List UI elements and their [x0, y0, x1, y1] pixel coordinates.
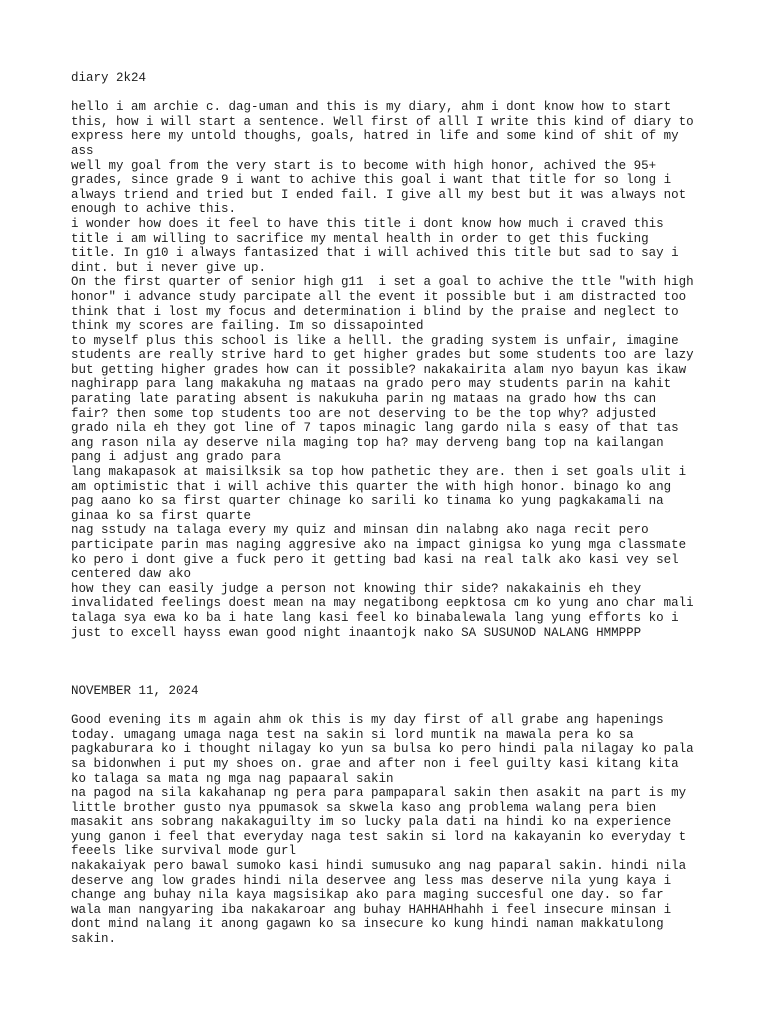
text-line: Good evening its m again ahm ok this is my day first of all grabe ang hapenings	[71, 713, 664, 728]
text-line: title. In g10 i always fantasized that i will achived this title but sad to say i	[71, 246, 679, 261]
diary-entry-1	[71, 100, 711, 640]
text-line: this, how i will start a sentence. Well first of alll I write this kind of diary to	[71, 114, 694, 129]
text-line: title i am willing to sacrifice my mental health in order to get this fucking	[71, 231, 649, 246]
text-line: lang makapasok at maisilksik sa top how pathetic they are. then i set goals ulit i	[71, 465, 687, 480]
text-line: dont mind nalang it anong gagawn ko sa insecure ko kung hindi naman makkatulong	[71, 917, 664, 932]
text-line: talaga sya ewa ko ba i hate lang kasi feel ko binabalewala lang yung efforts ko i	[71, 610, 679, 625]
text-line: parating late parating absent is nakukuha parin ng mataas na grado how ths can	[71, 392, 657, 407]
text-line: express here my untold thoughs, goals, hatred in life and some kind of shit of my	[71, 129, 679, 144]
text-line: always triend and tried but I ended fail. I give all my best but it was always not	[71, 187, 687, 202]
text-line: masakit ans sobrang nakakaguilty im so lucky pala dati na hindi ko na experience	[71, 815, 672, 830]
text-line: On the first quarter of senior high g11 i set a goal to achive the ttle "with high	[71, 275, 694, 290]
text-line: today. umagang umaga naga test na sakin si lord muntik na mawala pera ko sa	[71, 727, 634, 742]
text-line: think that i lost my focus and determination i blind by the praise and neglect to	[71, 304, 679, 319]
text-line: naghirapp para lang makakuha ng mataas na grado pero may students parin na kahit	[71, 377, 672, 392]
text-line: change ang buhay nila kaya magsisikap ako para maging succesful one day. so far	[71, 888, 664, 903]
text-line: i wonder how does it feel to have this title i dont know how much i craved this	[71, 216, 664, 231]
text-line: yung ganon i feel that everyday naga test sakin si lord na kakayanin ko everyday t	[71, 829, 687, 844]
text-line: centered daw ako	[71, 567, 192, 582]
text-line: ko talaga sa mata ng mga nag papaaral sakin	[71, 771, 394, 786]
text-line: but getting higher grades how can it possible? nakakairita alam nyo bayun kas ikaw	[71, 362, 687, 377]
text-line: grado nila eh they got line of 7 tapos minagic lang gardo nila s easy of that tas	[71, 421, 679, 436]
text-line: ko pero i dont give a fuck pero it getting bad kasi na real talk ako kasi vey sel	[71, 552, 679, 567]
text-line: nakakaiyak pero bawal sumoko kasi hindi sumusuko ang nag paparal sakin. hindi nila	[71, 859, 687, 874]
text-line: invalidated feelings doest mean na may negatibong eepktosa cm ko yung ano char mali	[71, 596, 694, 611]
text-line: ginaa ko sa first quarte	[71, 508, 252, 523]
text-line: ass	[71, 143, 94, 158]
text-line: well my goal from the very start is to become with high honor, achived the 95+	[71, 158, 657, 173]
text-line: enough to achive this.	[71, 202, 237, 217]
text-line: to myself plus this school is like a helll. the grading system is unfair, imagine	[71, 333, 679, 348]
text-line: dint. but i never give up.	[71, 260, 267, 275]
text-line: wala man nangyaring iba nakakaroar ang buhay HAHHAHhahh i feel insecure minsan i	[71, 902, 672, 917]
text-line: deserve ang low grades hindi nila deservee ang less mas deserve nila yung kaya i	[71, 873, 672, 888]
text-line: na pagod na sila kakahanap ng pera para pampaparal sakin then asakit na part is my	[71, 786, 687, 801]
text-line: students are really strive hard to get higher grades but some students too are lazy	[71, 348, 694, 363]
text-line: honor" i advance study parcipate all the event it possible but i am distracted too	[71, 289, 687, 304]
text-line: am optimistic that i will achive this quarter the with high honor. binago ko ang	[71, 479, 672, 494]
document-title: diary 2k24	[71, 71, 147, 85]
text-line: just to excell hayss ewan good night inaantojk nako SA SUSUNOD NALANG HMMPPP	[71, 625, 642, 640]
text-line: think my scores are failing. Im so dissapointed	[71, 319, 424, 334]
text-line: feeels like survival mode gurl	[71, 844, 297, 859]
diary-text	[71, 71, 711, 947]
text-line: ang rason nila ay deserve nila maging top ha? may derveng bang top na kailangan	[71, 435, 664, 450]
text-line: nag sstudy na talaga every my quiz and minsan din nalabng ako naga recit pero	[71, 523, 649, 538]
text-line: fair? then some top students too are not deserving to be the top why? adjusted	[71, 406, 657, 421]
text-line: pang i adjust ang grado para	[71, 450, 282, 465]
text-line: sakin.	[71, 932, 117, 947]
text-line: pagkaburara ko i thought nilagay ko yun sa bulsa ko pero hindi pala nilagay ko pala	[71, 742, 694, 757]
diary-entry-2	[71, 713, 711, 947]
date-separator	[71, 699, 711, 714]
text-line: little brother gusto nya ppumasok sa skwela kaso ang problema walang pera bien	[71, 800, 657, 815]
text-line: participate parin mas naging aggresive ako na impact ginigsa ko yung mga classmate	[71, 538, 687, 552]
text-line: pag aano ko sa first quarter chinage ko sarili ko tinama ko yung pagkakamali na	[71, 494, 664, 509]
text-line: how they can easily judge a person not knowing thir side? nakakainis eh they	[71, 581, 642, 596]
entry-date: NOVEMBER 11, 2024	[71, 683, 199, 698]
text-line: hello i am archie c. dag-uman and this is my diary, ahm i dont know how to start	[71, 100, 672, 115]
text-line: sa bidonwhen i put my shoes on. grae and after non i feel guilty kasi kitang kita	[71, 756, 679, 771]
text-line: grades, since grade 9 i want to achive this goal i want that title for so long i	[71, 173, 672, 188]
entry-separator	[71, 640, 711, 684]
